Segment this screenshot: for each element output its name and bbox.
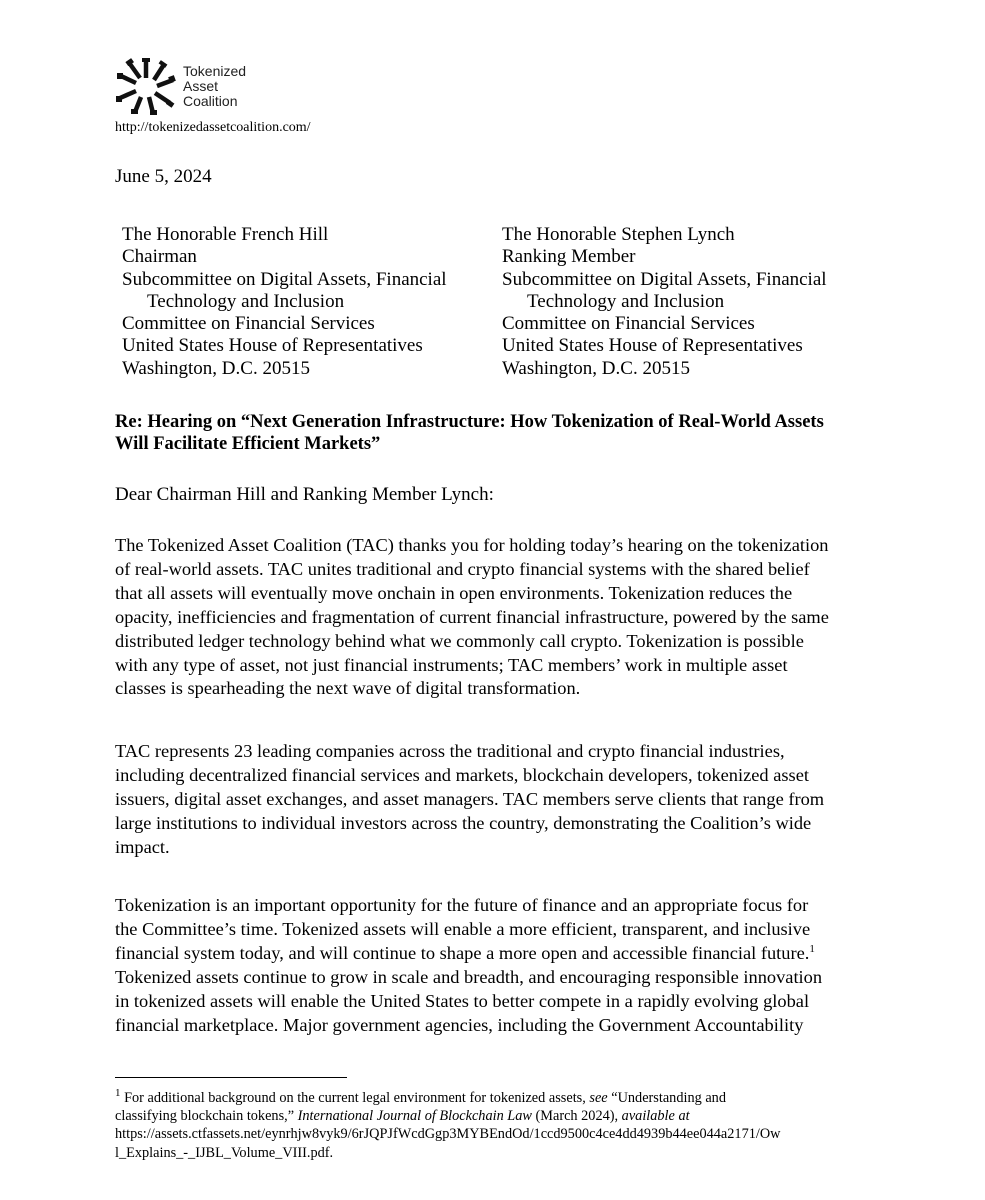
footnote-reference[interactable]: 1 <box>809 942 815 955</box>
recipient-title: Chairman <box>122 246 197 268</box>
paragraph-line: financial marketplace. Major government agencies, including the Government Accountability <box>115 1014 804 1035</box>
website-url[interactable]: http://tokenizedassetcoalition.com/ <box>115 120 311 135</box>
logo-line: Coalition <box>183 93 238 109</box>
recipient-subcommittee: Subcommittee on Digital Assets, Financial <box>122 268 447 290</box>
logo-wordmark <box>183 64 293 109</box>
paragraph-line: including decentralized financial services and markets, blockchain developers, tokenized asset <box>115 764 809 785</box>
body-paragraph-1 <box>115 534 875 701</box>
footnote-line <box>115 1089 875 1107</box>
paragraph-line: impact. <box>115 836 170 857</box>
footnote-see: see <box>589 1090 608 1106</box>
salutation: Dear Chairman Hill and Ranking Member Lynch: <box>115 484 494 505</box>
recipient-committee: Committee on Financial Services <box>502 313 755 335</box>
footnote-text: classifying blockchain tokens,” <box>115 1108 298 1125</box>
paragraph-line: issuers, digital asset exchanges, and asset managers. TAC members serve clients that range from <box>115 788 825 809</box>
footnote-journal: International Journal of Blockchain Law <box>297 1108 532 1125</box>
subject-line <box>115 411 875 455</box>
footnote-available: available at <box>621 1108 690 1125</box>
paragraph-line: in tokenized assets will enable the United States to better compete in a rapidly evolving global <box>115 990 810 1011</box>
starburst-logo-icon <box>115 56 177 116</box>
recipient-city: Washington, D.C. 20515 <box>122 357 310 379</box>
recipient-subcommittee-cont: Technology and Inclusion <box>147 290 345 312</box>
recipient-city: Washington, D.C. 20515 <box>502 357 690 379</box>
recipient-address-right <box>502 224 827 380</box>
paragraph-line-with-footnote <box>115 942 875 966</box>
letter-date: June 5, 2024 <box>115 166 212 187</box>
paragraph-line: TAC represents 23 leading companies across the traditional and crypto financial industries, <box>115 741 785 761</box>
footnote-text: “Understanding and <box>607 1090 726 1106</box>
recipient-name: The Honorable Stephen Lynch <box>502 224 735 245</box>
paragraph-line: opacity, inefficiencies and fragmentation of current financial infrastructure, powered by the same <box>115 606 829 627</box>
recipient-house: United States House of Representatives <box>122 335 423 357</box>
subject-line-text: Re: Hearing on “Next Generation Infrastructure: How Tokenization of Real-World Assets <box>115 412 824 432</box>
recipient-committee: Committee on Financial Services <box>122 313 375 335</box>
paragraph-line: with any type of asset, not just financial instruments; TAC members’ work in multiple asset <box>115 654 788 675</box>
recipient-subcommittee: Subcommittee on Digital Assets, Financial <box>502 268 827 290</box>
paragraph-line: Tokenization is an important opportunity for the future of finance and an appropriate focus for <box>115 895 809 915</box>
paragraph-line: classes is spearheading the next wave of digital transformation. <box>115 678 581 699</box>
recipient-subcommittee-cont: Technology and Inclusion <box>527 290 725 312</box>
recipient-title: Ranking Member <box>502 246 636 268</box>
footnote <box>115 1089 875 1162</box>
body-paragraph-3 <box>115 894 875 1037</box>
paragraph-line: Tokenized assets continue to grow in scale and breadth, and encouraging responsible innovation <box>115 966 823 987</box>
footnote-line <box>115 1107 875 1125</box>
footnote-url-cont[interactable]: l_Explains_-_IJBL_Volume_VIII.pdf. <box>115 1144 334 1161</box>
footnote-text: (March 2024), <box>531 1108 622 1125</box>
subject-line-text: Will Facilitate Efficient Markets” <box>115 434 381 454</box>
footnote-divider <box>115 1077 347 1078</box>
paragraph-line: large institutions to individual investors across the country, demonstrating the Coalition’s wide <box>115 812 812 833</box>
footnote-text: For additional background on the current legal environment for tokenized assets, <box>120 1090 590 1106</box>
paragraph-line: the Committee’s time. Tokenized assets will enable a more efficient, transparent, and inclusive <box>115 918 811 939</box>
paragraph-line: distributed ledger technology behind what we commonly call crypto. Tokenization is possible <box>115 630 804 651</box>
logo-line: Tokenized <box>183 63 247 79</box>
logo-line: Asset <box>183 78 219 94</box>
recipient-address-left <box>122 224 447 380</box>
paragraph-line: The Tokenized Asset Coalition (TAC) thanks you for holding today’s hearing on the tokenization <box>115 535 829 555</box>
paragraph-line-text: financial system today, and will continue to shape a more open and accessible financial future. <box>115 942 810 963</box>
recipient-house: United States House of Representatives <box>502 335 803 357</box>
recipient-name: The Honorable French Hill <box>122 224 329 245</box>
paragraph-line: of real-world assets. TAC unites traditional and crypto financial systems with the shared belief <box>115 558 810 579</box>
paragraph-line: that all assets will eventually move onchain in open environments. Tokenization reduces the <box>115 582 793 603</box>
footnote-marker: 1 <box>115 1087 121 1100</box>
footnote-url[interactable]: https://assets.ctfassets.net/eynrhjw8vyk9/6rJQPJfWcdGgp3MYBEndOd/1ccd9500c4ce4dd4939b44ee044a2171/Ow <box>115 1126 781 1143</box>
body-paragraph-2 <box>115 740 875 860</box>
